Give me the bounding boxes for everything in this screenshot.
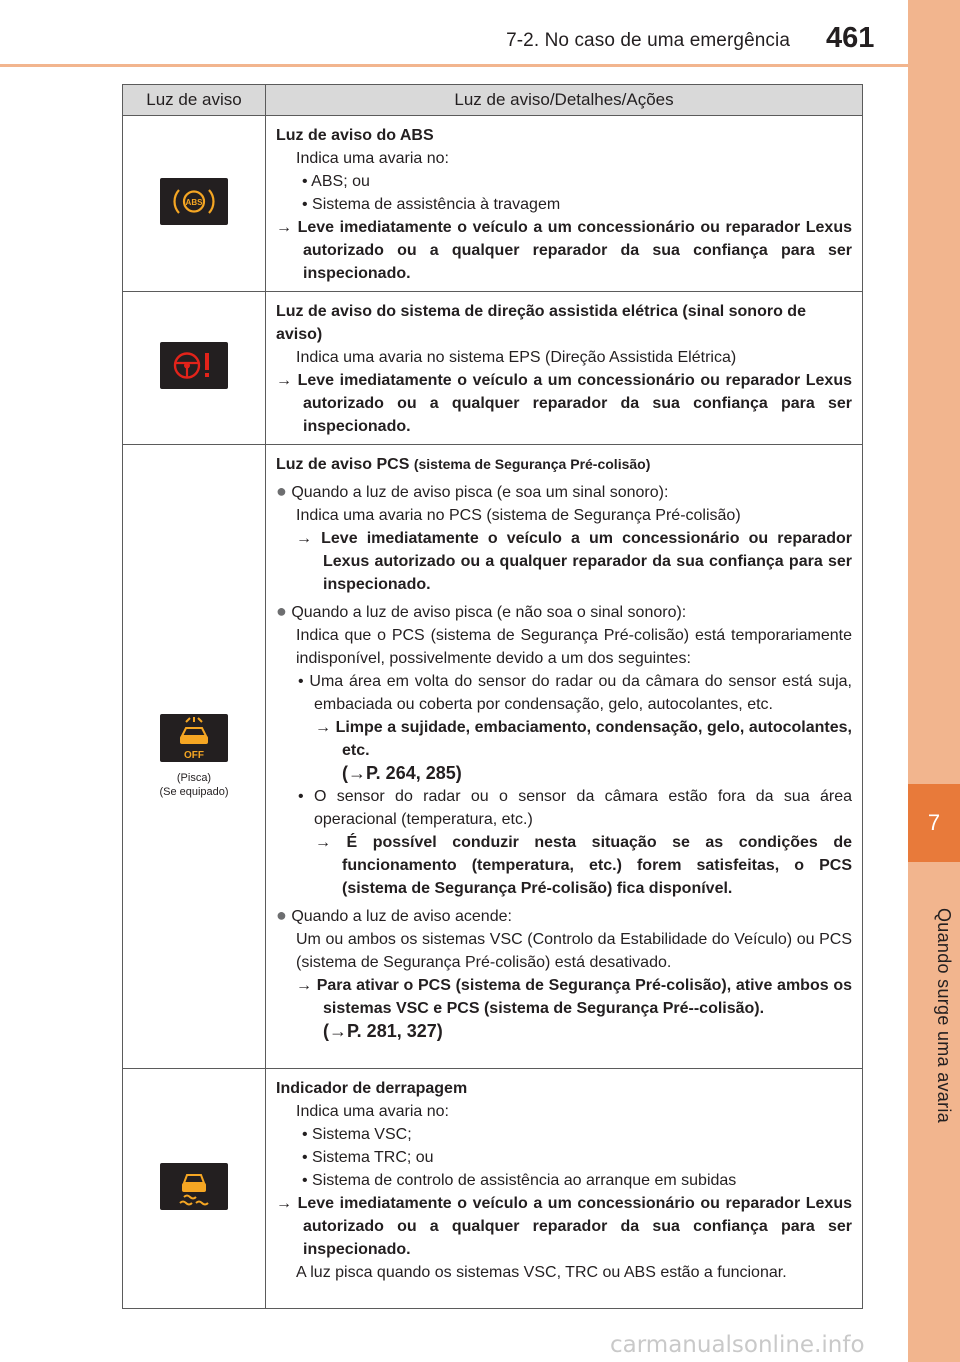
row-title: Luz de aviso do ABS [276,127,434,144]
icon-cell [123,1069,266,1309]
pcs-off-icon [160,714,228,762]
row-title: Luz de aviso do sistema de direção assistida elétrica (sinal sonoro de aviso) [276,303,806,343]
icon-cell [123,445,266,1069]
column-header-details: Luz de aviso/Detalhes/Ações [266,85,863,116]
row-intro: Indica uma avaria no sistema EPS (Direção Assistida Elétrica) [296,349,737,366]
svg-text:OFF: OFF [184,750,204,761]
action-text: → Leve imediatamente o veículo a um concessionário ou reparador Lexus autorizado ou a qualquer reparador da sua confiança para ser inspecionado. [276,1195,852,1258]
table-row [123,116,863,292]
icon-caption-equipped: (Se equipado) [159,786,229,798]
column-header-warning-light: Luz de aviso [123,85,266,116]
case-item: ● Quando a luz de aviso pisca (e não soa o sinal sonoro): [276,601,687,621]
case-text: Um ou ambos os sistemas VSC (Controlo da Estabilidade do Veículo) ou PCS (sistema de Segurança Pré-colisão) está desativado. [296,931,852,971]
list-item: • Uma área em volta do sensor do radar ou da câmara do sensor está suja, embaciada ou coberta por condensação, gelo, autocolantes, etc. [298,673,852,713]
case-text: Indica uma avaria no PCS (sistema de Segurança Pré-colisão) [296,507,741,524]
case-item: ● Quando a luz de aviso pisca (e soa um sinal sonoro): [276,481,669,501]
list-item: • Sistema de controlo de assistência ao arranque em subidas [302,1172,737,1189]
detail-cell [266,1069,863,1309]
action-text: → Limpe a sujidade, embaciamento, condensação, gelo, autocolantes, etc. [315,719,852,759]
chapter-side-tab [908,0,960,1362]
row-note: A luz pisca quando os sistemas VSC, TRC ou ABS estão a funcionar. [296,1264,787,1281]
svg-text:ABS: ABS [185,197,203,207]
chapter-title-vertical: Quando surge uma avaria [934,908,954,1124]
steering-warning-icon [160,342,228,389]
page-number: 461 [826,22,875,54]
detail-cell [266,116,863,292]
row-title: Luz de aviso PCS (sistema de Segurança Pré-colisão) [276,456,651,473]
slip-indicator-icon [160,1163,228,1210]
page-reference: (→P. 281, 327) [323,1021,443,1041]
detail-cell [266,445,863,1069]
watermark: carmanualsonline.info [610,1332,865,1358]
action-text: → Para ativar o PCS (sistema de Segurança Pré-colisão), ative ambos os sistemas VSC e PCS (sistema de Segurança Pré--colisão). [296,977,852,1017]
icon-cell [123,292,266,445]
list-item: • O sensor do radar ou o sensor da câmara estão fora da sua área operacional (temperatura, etc.) [298,788,853,828]
list-item: • Sistema VSC; [302,1126,412,1143]
case-item: ● Quando a luz de aviso acende: [276,905,512,925]
table-row [123,445,863,1069]
table-row [123,1069,863,1309]
table-header-row [123,85,863,116]
detail-cell [266,292,863,445]
case-text: Indica que o PCS (sistema de Segurança Pré-colisão) está temporariamente indisponível, possivelmente devido a um dos seguintes: [296,627,852,667]
abs-warning-icon [160,178,228,225]
warning-lights-table [122,84,863,1309]
row-intro: Indica uma avaria no: [296,1103,449,1120]
bullet-dot-icon: ● [276,481,287,501]
bullet-dot-icon: ● [276,601,287,621]
action-text: → É possível conduzir nesta situação se as condições de funcionamento (temperatura, etc.) forem satisfeitas, o PCS (sistema de Segurança Pré-colisão) fica disponível. [315,834,852,897]
icon-cell [123,116,266,292]
action-text: → Leve imediatamente o veículo a um concessionário ou reparador Lexus autorizado ou a qualquer reparador da sua confiança para ser inspecionado. [276,372,852,435]
list-item: • Sistema de assistência à travagem [302,196,561,213]
action-text: → Leve imediatamente o veículo a um concessionário ou reparador Lexus autorizado ou a qualquer reparador da sua confiança para ser inspecionado. [276,219,852,282]
page-header-title: 7-2. No caso de uma emergência [506,30,790,51]
header-divider [0,64,908,67]
list-item: • ABS; ou [302,173,370,190]
row-intro: Indica uma avaria no: [296,150,449,167]
row-title: Indicador de derrapagem [276,1080,468,1097]
chapter-number-tab: 7 [908,784,960,862]
list-item: • Sistema TRC; ou [302,1149,434,1166]
bullet-dot-icon: ● [276,905,287,925]
page-reference: (→P. 264, 285) [342,763,462,783]
table-row [123,292,863,445]
icon-caption-blink: (Pisca) [176,772,212,784]
action-text: → Leve imediatamente o veículo a um concessionário ou reparador Lexus autorizado ou a qualquer reparador da sua confiança para ser inspecionado. [296,530,852,593]
